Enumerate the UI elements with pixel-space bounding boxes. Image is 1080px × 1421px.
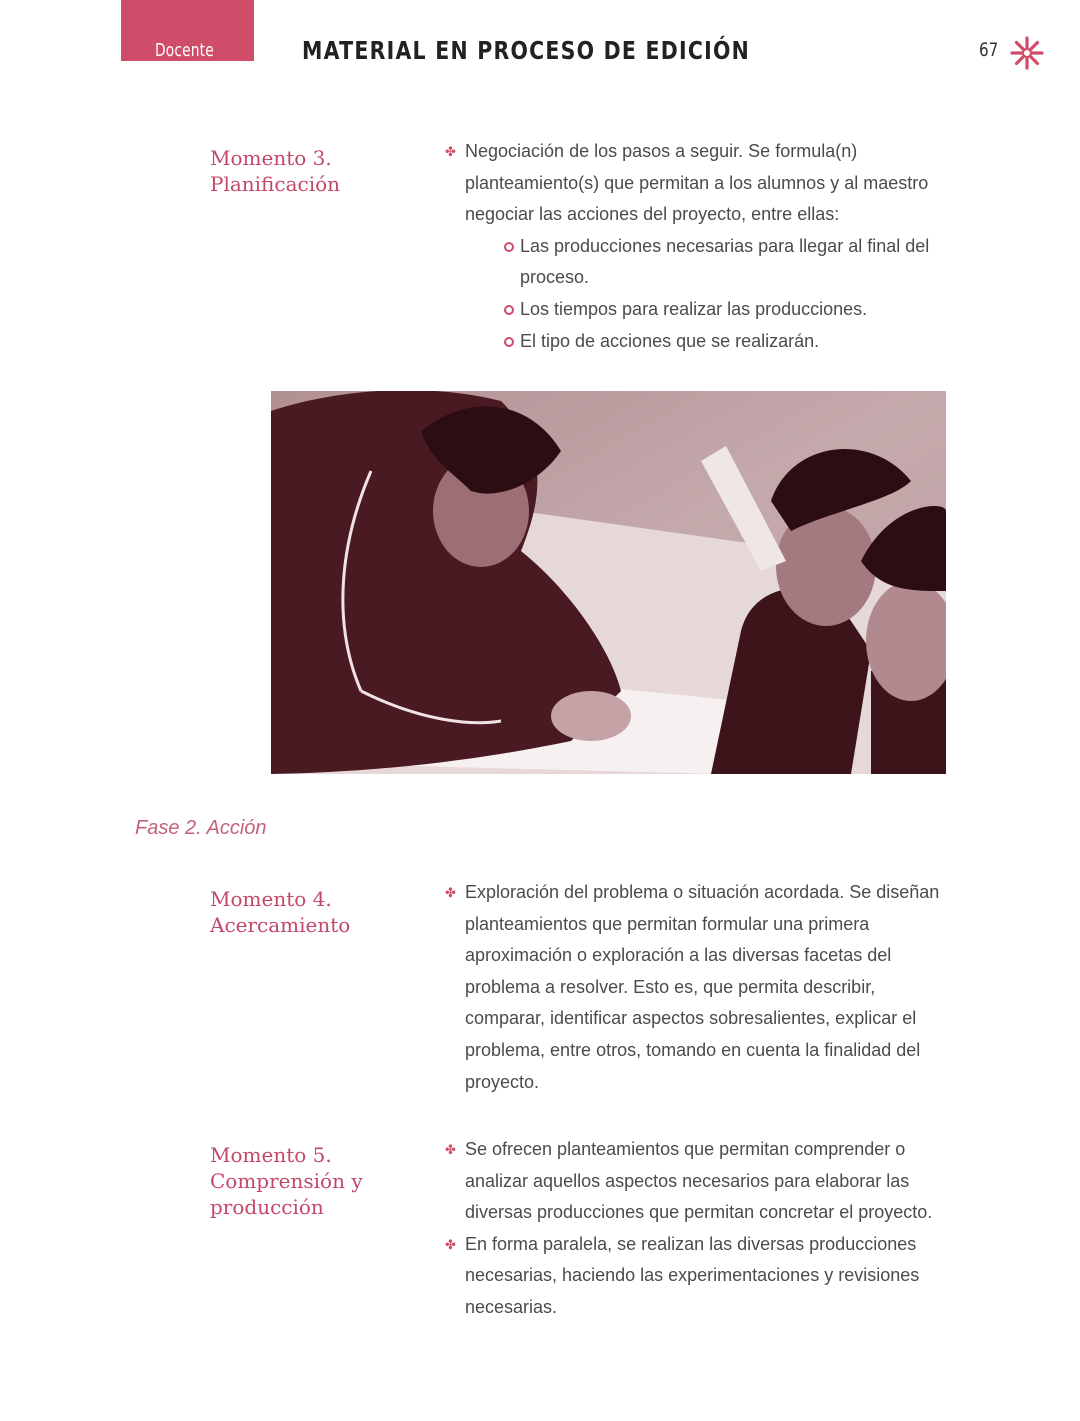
- bullet-item: [445, 1134, 955, 1229]
- ring-bullet-icon: [504, 337, 514, 347]
- moment-3-label: [210, 145, 340, 197]
- moment-5-label: [210, 1142, 363, 1220]
- section-tab-label: Docente: [155, 40, 214, 61]
- clover-bullet-icon: ✤: [445, 885, 456, 900]
- bullet-text: Negociación de los pasos a seguir. Se formula(n) planteamiento(s) que permitan a los alumnos y al maestro negociar las acciones del proyecto, entre ellas:: [465, 141, 929, 225]
- bullet-text: Se ofrecen planteamientos que permitan comprender o analizar aquellos aspectos necesarios para elaborar las diversas producciones que permitan concretar el proyecto.: [465, 1139, 933, 1223]
- section-tab: [121, 0, 254, 61]
- sub-bullet-item: [445, 326, 955, 358]
- bullet-text: En forma paralela, se realizan las diversas producciones necesarias, haciendo las experimentaciones y revisiones necesarias.: [465, 1233, 920, 1317]
- sub-bullet-text: Los tiempos para realizar las producciones.: [520, 298, 868, 319]
- bullet-item: [445, 877, 955, 1098]
- moment-3-number: Momento 3.: [210, 146, 332, 170]
- moment-5-content: [445, 1134, 955, 1324]
- page-header-title: MATERIAL EN PROCESO DE EDICIÓN: [302, 36, 751, 65]
- ring-bullet-icon: [504, 305, 514, 315]
- moment-5-number: Momento 5.: [210, 1143, 332, 1167]
- clover-bullet-icon: ✤: [445, 1236, 456, 1252]
- clover-bullet-icon: ✤: [445, 144, 456, 159]
- sub-bullet-item: [445, 231, 955, 294]
- sub-bullet-text: Las producciones necesarias para llegar al final del proceso.: [520, 235, 930, 288]
- moment-4-title: Acercamiento: [210, 913, 351, 937]
- moment-3-content: [445, 136, 955, 357]
- moment-5-title-line1: Comprensión y: [210, 1169, 363, 1193]
- moment-3-title: Planificación: [210, 172, 341, 196]
- moment-4-label: [210, 886, 350, 938]
- children-writing-image: [271, 391, 946, 774]
- page-number: 67: [979, 39, 999, 61]
- moment-5-title-line2: producción: [210, 1195, 324, 1219]
- bullet-text: Exploración del problema o situación acordada. Se diseñan planteamientos que permitan formular una primera aproximación o exploración a las diversas facetas del problema a resolver. Esto es, que permita describir, comparar, identificar aspectos sobresalientes, explicar el problema, entre otros, tomando en cuenta la finalidad del proyecto.: [465, 882, 940, 1092]
- ring-bullet-icon: [504, 242, 514, 252]
- sub-bullet-item: [445, 294, 955, 326]
- moment-4-number: Momento 4.: [210, 887, 332, 911]
- asterisk-flower-icon: [1010, 36, 1044, 70]
- moment-4-content: [445, 877, 955, 1098]
- phase-heading: Fase 2. Acción: [135, 817, 267, 839]
- bullet-item: [445, 136, 955, 231]
- bullet-item: [445, 1229, 955, 1324]
- sub-bullet-text: El tipo de acciones que se realizarán.: [520, 330, 820, 351]
- clover-bullet-icon: ✤: [445, 1142, 456, 1157]
- classroom-photo: [271, 391, 946, 774]
